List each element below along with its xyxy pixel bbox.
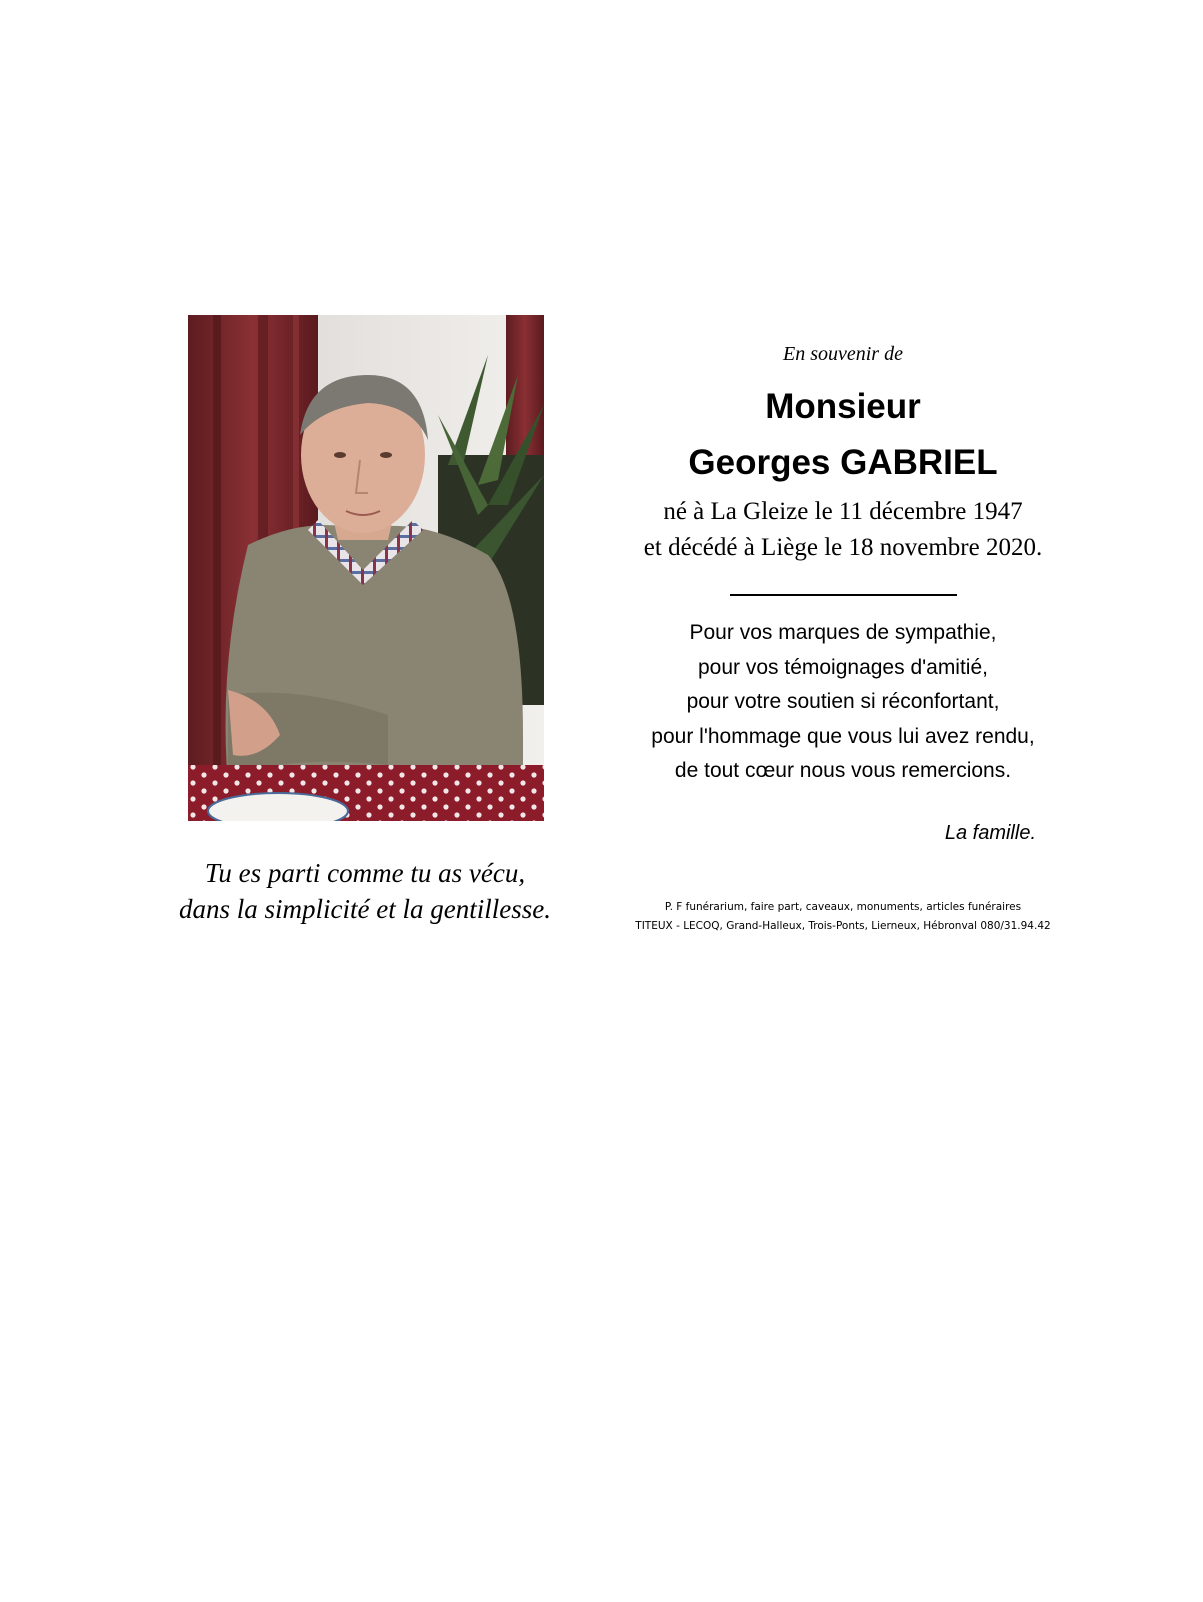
thanks-line: pour votre soutien si réconfortant, — [686, 690, 1000, 713]
epitaph-line: dans la simplicité et la gentillesse. — [179, 894, 551, 924]
portrait-photo — [188, 315, 544, 821]
thanks-line: de tout cœur nous vous remercions. — [674, 759, 1012, 782]
thanks-line: pour vos témoignages d'amitié, — [697, 655, 988, 679]
divider-line — [730, 594, 957, 596]
birth-line: né à La Gleize le 11 décembre 1947 — [663, 498, 1023, 525]
epitaph-line: Tu es parti comme tu as vécu, — [204, 858, 526, 888]
thanks-message — [610, 616, 1076, 789]
death-line: et décédé à Liège le 18 novembre 2020. — [643, 534, 1043, 561]
epitaph — [140, 855, 590, 927]
intro-text: En souvenir de — [783, 343, 903, 365]
funeral-home-info — [610, 898, 1076, 936]
thanks-line: Pour vos marques de sympathie, — [689, 621, 997, 644]
family-signature: La famille. — [944, 822, 1036, 844]
portrait-illustration — [188, 315, 544, 821]
funeral-contact-line: TITEUX - LECOQ, Grand-Halleux, Trois-Ponts, Lierneux, Hébronval 080/31.94.42 — [635, 920, 1051, 932]
life-dates — [610, 494, 1076, 566]
deceased-name: Georges GABRIEL — [688, 443, 998, 482]
honorific-title: Monsieur — [765, 387, 921, 426]
funeral-services-line: P. F funérarium, faire part, caveaux, monuments, articles funéraires — [664, 901, 1022, 913]
plate — [208, 793, 348, 821]
thanks-line: pour l'hommage que vous lui avez rendu, — [651, 724, 1035, 748]
